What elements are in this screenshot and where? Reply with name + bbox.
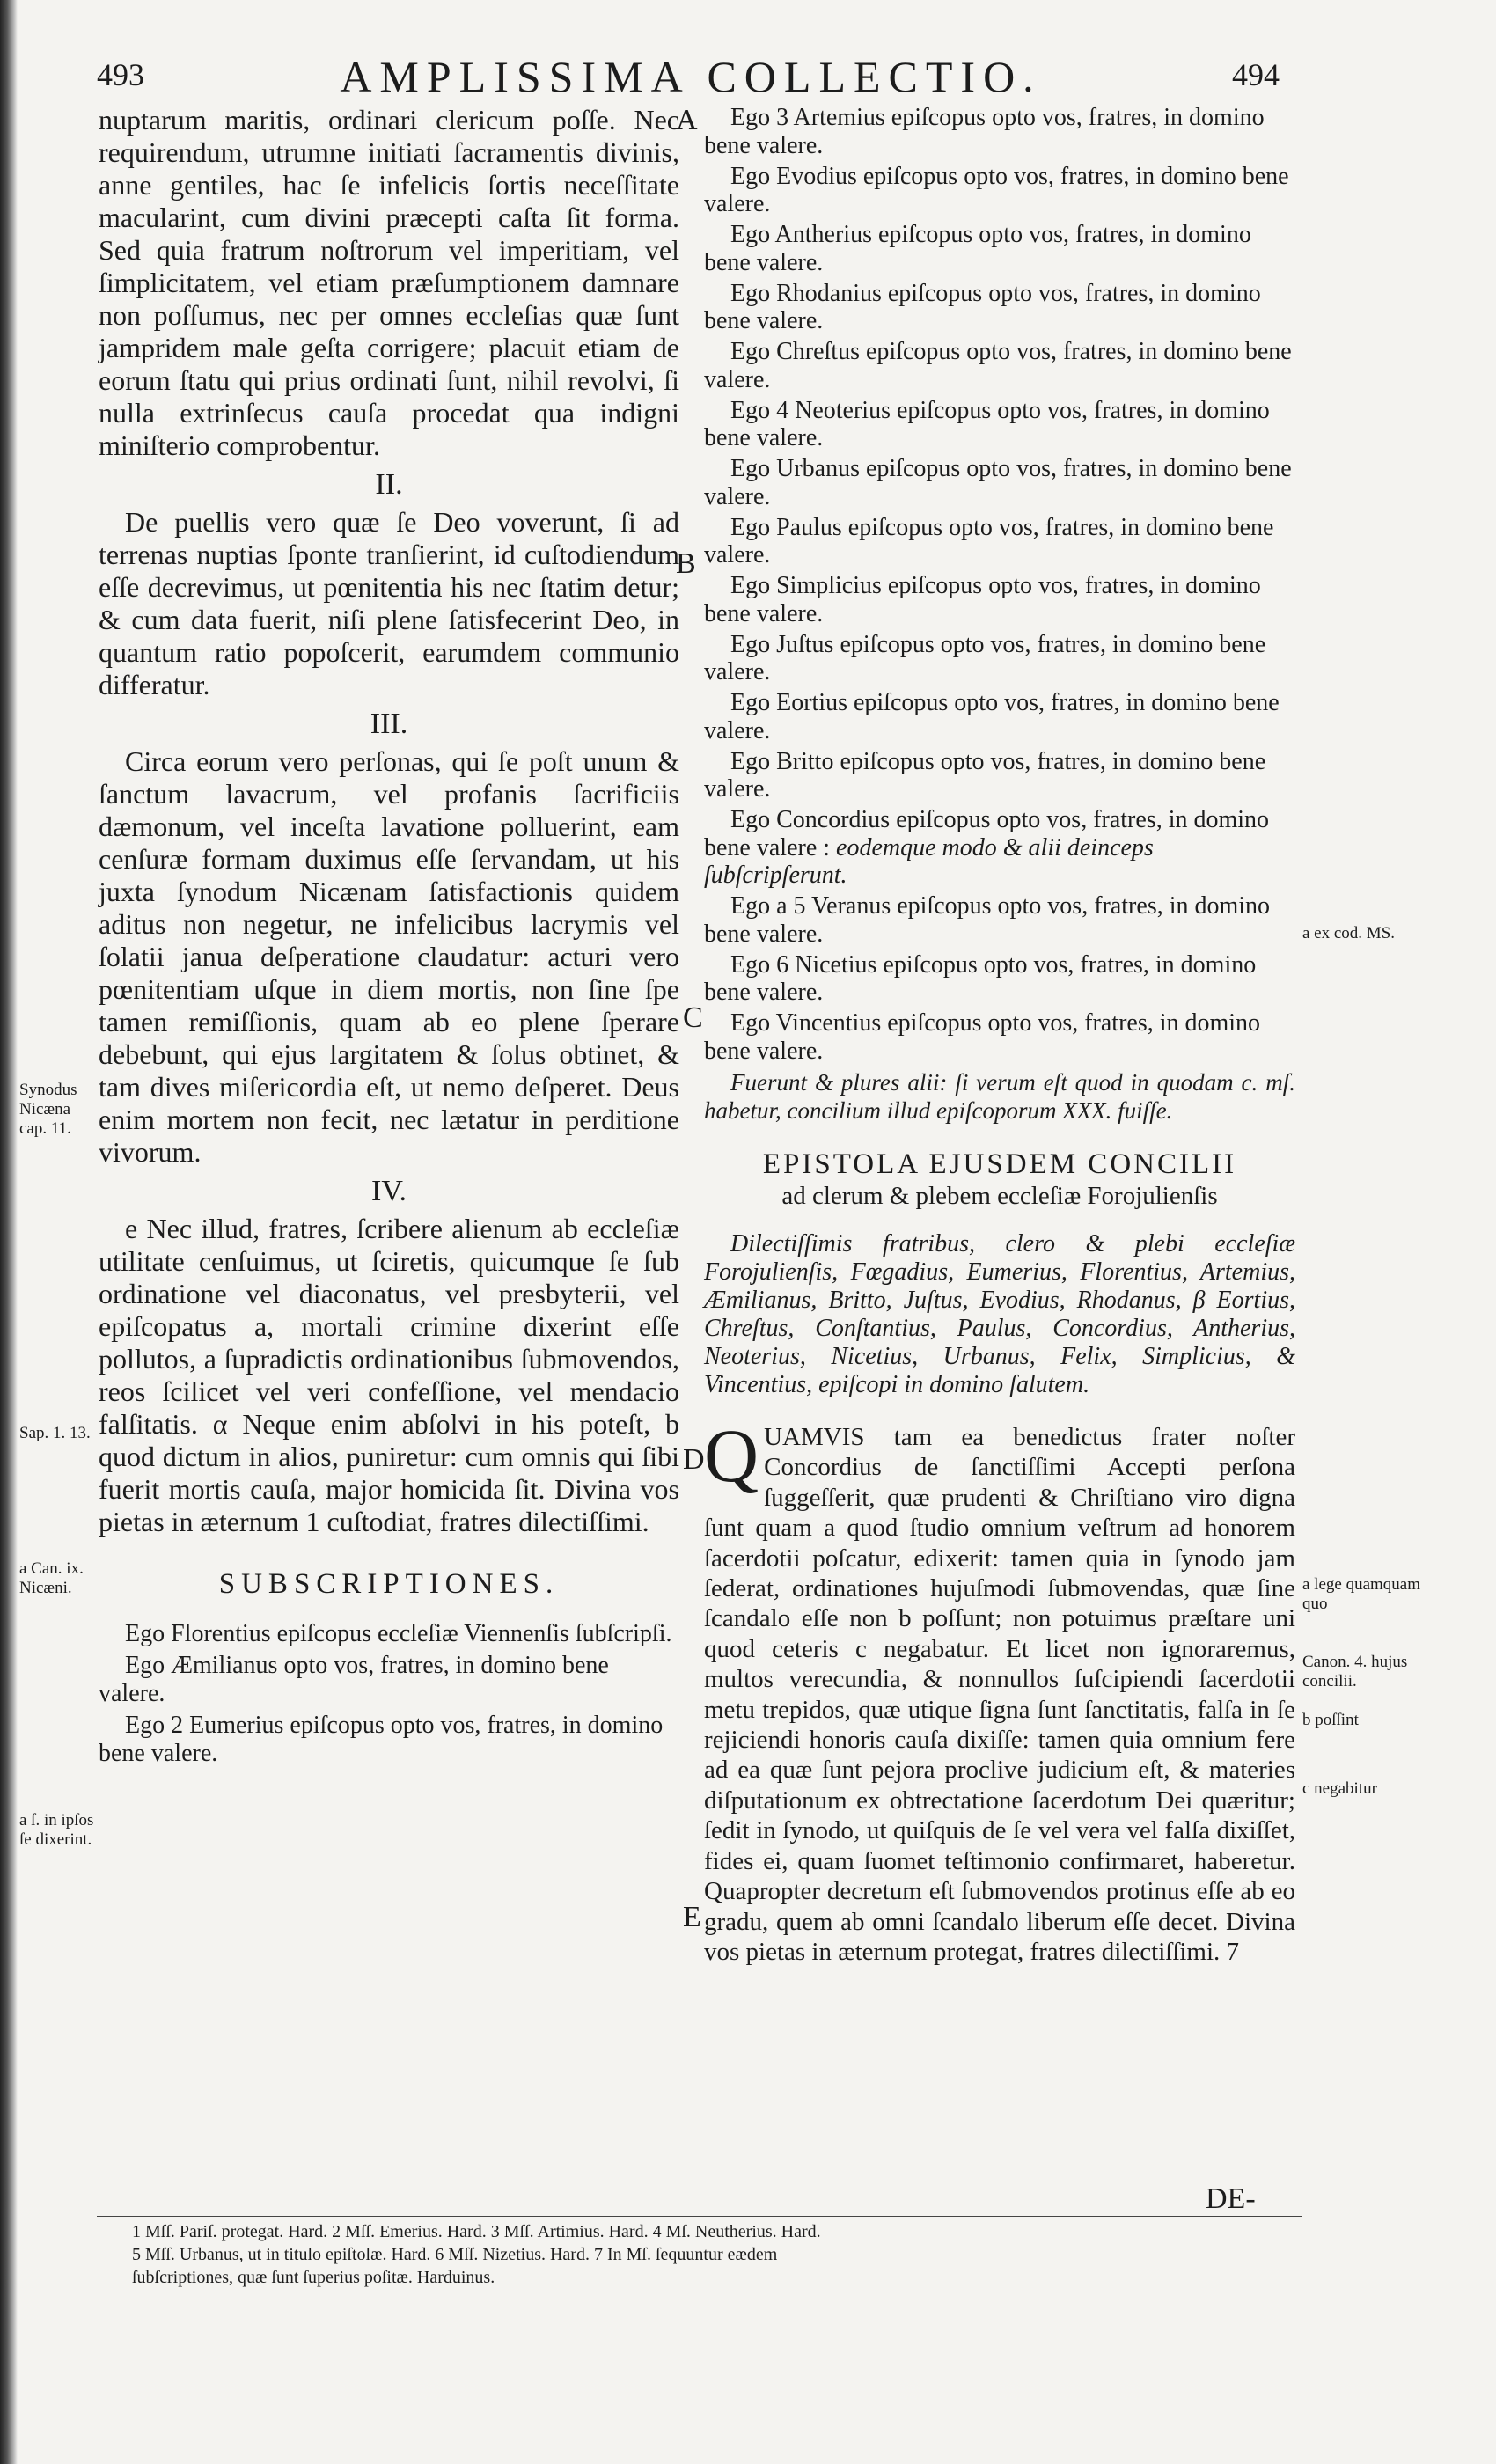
footnote-line: ſubſcriptiones, quæ ſunt ſuperius poſitæ. Harduinus.	[132, 2268, 495, 2287]
epistola-address: Dilectiſſimis fratribus, clero & plebi eccleſiæ Forojulienſis, Fœgadius, Eumerius, Florentius, Artemius, Æmilianus, Britto, Juſtus, Evodius, Rhodanus, β Eortius, Chreſtus, Conſtantius, Paulus, Concordius, Antherius, Neoterius, Nicetius, Urbanus, Felix, Simplicius, & Vincentius, epiſcopi in domino ſalutem.	[704, 1230, 1295, 1398]
signature-line: Ego 6 Nicetius epiſcopus opto vos, fratres, in domino bene valere.	[704, 950, 1257, 1006]
intro-paragraph: nuptarum maritis, ordinari clericum poſſe. Nec requirendum, utrumne initiati ſacramentis divinis, anne gentiles, hac ſe infelicis ſortis neceſſitate macularint, cum divini præcepti caſta ſit forma. Sed quia fratrum noſtrorum vel imperitiam, vel ſimplicitatem, vel etiam præſumptionem damnare non poſſumus, nec per omnes eccleſias quæ ſunt jampridem male geſta corrigere; placuit etiam de eorum ſtatu qui prius ordinati ſunt, nihil revolvi, ſi nulla extrinſecus cauſa procedat qua indigni miniſterio comprobentur.	[99, 104, 679, 461]
margin-note-left: Synodus Nicæna cap. 11.	[19, 1081, 77, 1138]
epistola-body-text: UAMVIS tam ea benedictus frater noſter Concordius de ſanctiſſimi Accepti perſona ſuggeſſerit, quæ prudenti & Chriſtiano viro digna ſunt quam a quod ſtudio omnium veſtrum ad honorem ſacerdotii poſcatur, edixerit: tamen quia in ſynodo jam ſederat, ordinationes hujuſmodi ſubmovendas, quæ ſine ſcandalo eſſe non b poſſunt; non potuimus præſtare uni quod ceteris c negabatur. Et licet non ignoraremus, multos verecundia, & nonnullos ſuſcipiendi ſacerdotii metu trepidos, quæ utique ſigna ſunt ſanctitatis, falſa in ſe rejiciendi honoris cauſa dixiſſe: tamen quia omnium fere ad ea quæ ſunt pejora proclive judicium eſt, & materies diſputationum ex obtrectatione ſacerdotum Dei quæritur; ſedit in ſynodo, ut quiſquis de ſe vel vera vel falſa dixiſſet, fides ei, quam ſuomet teſtimonio confirmaret, haberetur. Quapropter decretum eſt ſubmovendos protinus eſſe ab eo gradu, quem ab omni ſcandalo liberum eſſe decet. Divina vos pietas in æternum protegat, fratres dilectiſſimi. 7	[704, 1423, 1295, 1966]
signature-line: Ego Evodius epiſcopus opto vos, fratres, in domino bene valere.	[704, 162, 1289, 217]
signature-line: Ego Urbanus epiſcopus opto vos, fratres, in domino bene valere.	[704, 455, 1292, 510]
margin-note-left: a Can. ix. Nicæni.	[19, 1559, 84, 1597]
paragraph-2: De puellis vero quæ ſe Deo voverunt, ſi ad terrenas nuptias ſponte tranſierint, id cuſtodiendum eſſe decrevimus, ut pœnitentia his nec ſtatim detur; & cum data fuerit, niſi plene ſatisfecerint Deo, in quantum ratio popoſcerit, earumdem communio differatur.	[99, 506, 679, 700]
signature-line: Ego Rhodanius epiſcopus opto vos, fratres, in domino bene valere.	[704, 279, 1261, 334]
subscriptiones-heading: SUBSCRIPTIONES.	[218, 1568, 560, 1600]
running-title: AMPLISSIMA COLLECTIO.	[340, 52, 1042, 101]
signature-line: Ego Florentius epiſcopus eccleſiæ Viennenſis ſubſcripſi.	[125, 1620, 672, 1647]
signature-line: Ego Simplicius epiſcopus opto vos, fratres, in domino bene valere.	[704, 572, 1261, 627]
concordius-note: eodemque modo & alii deinceps ſubſcripſerunt.	[704, 833, 1154, 889]
footnote-rule	[97, 2216, 1302, 2217]
margin-note-right: b poſſint	[1302, 1711, 1359, 1729]
signature-line: Ego 4 Neoterius epiſcopus opto vos, fratres, in domino bene valere.	[704, 396, 1270, 451]
concordius-text: Ego Concordius epiſcopus opto vos, fratres, in domino bene valere :	[704, 806, 1270, 862]
signature-line: Ego Æmilianus opto vos, fratres, in domino bene valere.	[99, 1652, 609, 1707]
epistola-title: EPISTOLA EJUSDEM CONCILII	[762, 1148, 1237, 1180]
section-letter-d: D	[683, 1443, 705, 1476]
drop-cap: Q	[704, 1413, 759, 1498]
paragraph-4: e Nec illud, fratres, ſcribere alienum ab eccleſiæ utilitate cenſuimus, ut ſciretis, quicumque ſe ſub ordinatione vel diaconatus, vel presbyterii, vel epiſcopatus a, mortali crimine dixerint eſſe pollutos, a ſupradictis ordinationibus ſubmovendos, reos ſcilicet vel veri confeſſione, vel mendacio falſitatis. α Neque enim abſolvi in his poteſt, b quod dictum in alios, puniretur: cum omnis qui ſibi fuerit mortis cauſa, major homicida ſit. Divina vos pietas in æternum 1 cuſtodiat, fratres dilectiſſimi.	[99, 1213, 679, 1537]
signature-line: Ego 2 Eumerius epiſcopus opto vos, fratres, in domino bene valere.	[99, 1712, 664, 1767]
right-column	[704, 104, 1295, 1967]
signature-line: Ego Juſtus epiſcopus opto vos, fratres, in domino bene valere.	[704, 630, 1266, 686]
page-header	[0, 51, 1496, 104]
left-column	[99, 104, 679, 1768]
footnote-line: 1 Mſſ. Pariſ. protegat. Hard. 2 Mſſ. Emerius. Hard. 3 Mſſ. Artimius. Hard. 4 Mſ. Neutherius. Hard.	[132, 2222, 821, 2241]
margin-note-right: a ex cod. MS.	[1302, 924, 1396, 942]
paragraph-3: Circa eorum vero perſonas, qui ſe poſt unum & ſanctum lavacrum, vel profanis ſacrificiis dæmonum, vel inceſta lavatione polluerint, eam cenſuræ formam duximus eſſe ſervandam, ut his juxta ſynodum Nicænam ſatisfactionis quidem aditus non negetur, ne infelicibus lacrymis vel ſolatii janua deſperatione claudatur: acturi vero pœnitentiam uſque in diem mortis, non ſine ſpe tamen remiſſionis, quam ab eo plene ſperare debebunt, qui ejus largitatem & ſolus obtinet, & tam dives miſericordia eſt, ut nemo deſperet. Deus enim mortem non fecit, nec lætatur in perditione vivorum.	[99, 745, 679, 1168]
margin-note-left: a ſ. in ipſos ſe dixerint.	[19, 1811, 94, 1849]
signature-line: Ego Britto epiſcopus opto vos, fratres, in domino bene valere.	[704, 747, 1266, 803]
signature-line: Ego 3 Artemius epiſcopus opto vos, fratres, in domino bene valere.	[704, 104, 1265, 159]
footnote-line: 5 Mſſ. Urbanus, ut in titulo epiſtolæ. Hard. 6 Mſſ. Nizetius. Hard. 7 In Mſ. ſequuntur eædem	[132, 2245, 778, 2264]
catchword: DE-	[1206, 2182, 1256, 2215]
margin-note-right: Canon. 4. hujus concilii.	[1302, 1653, 1408, 1690]
margin-note-right: a lege quamquam quo	[1302, 1575, 1421, 1613]
page-number-right: 494	[1232, 57, 1280, 92]
fuerunt-note: Fuerunt & plures alii: ſi verum eſt quod in quodam c. mſ. habetur, concilium illud epiſcoporum XXX. fuiſſe.	[704, 1069, 1295, 1124]
epistola-subtitle: ad clerum & plebem eccleſiæ Forojulienſis	[781, 1182, 1218, 1210]
section-letter-e: E	[683, 1901, 701, 1933]
margin-note-left: Sap. 1. 13.	[19, 1424, 91, 1442]
signature-line: Ego Chreſtus epiſcopus opto vos, fratres, in domino bene valere.	[704, 338, 1292, 393]
signature-line: Ego Eortius epiſcopus opto vos, fratres, in domino bene valere.	[704, 689, 1280, 744]
epistola-body	[704, 1413, 1295, 1967]
section-heading-3: III.	[370, 708, 408, 740]
section-letter-a: A	[676, 104, 698, 136]
section-letter-b: B	[676, 547, 696, 580]
signature-line: Ego a 5 Veranus epiſcopus opto vos, fratres, in domino bene valere.	[704, 892, 1271, 948]
section-heading-4: IV.	[371, 1175, 407, 1207]
signature-line: Ego Antherius epiſcopus opto vos, fratres, in domino bene valere.	[704, 221, 1251, 276]
section-letter-c: C	[683, 1001, 703, 1034]
book-binding-shadow	[0, 0, 18, 2464]
signature-line: Ego Vincentius epiſcopus opto vos, fratres, in domino bene valere.	[704, 1009, 1261, 1065]
page-number-left: 493	[97, 57, 144, 92]
signature-line: Ego Paulus epiſcopus opto vos, fratres, in domino bene valere.	[704, 513, 1274, 568]
section-heading-2: II.	[375, 468, 403, 501]
signature-concordius	[704, 806, 1295, 890]
margin-note-right: c negabitur	[1302, 1779, 1377, 1798]
